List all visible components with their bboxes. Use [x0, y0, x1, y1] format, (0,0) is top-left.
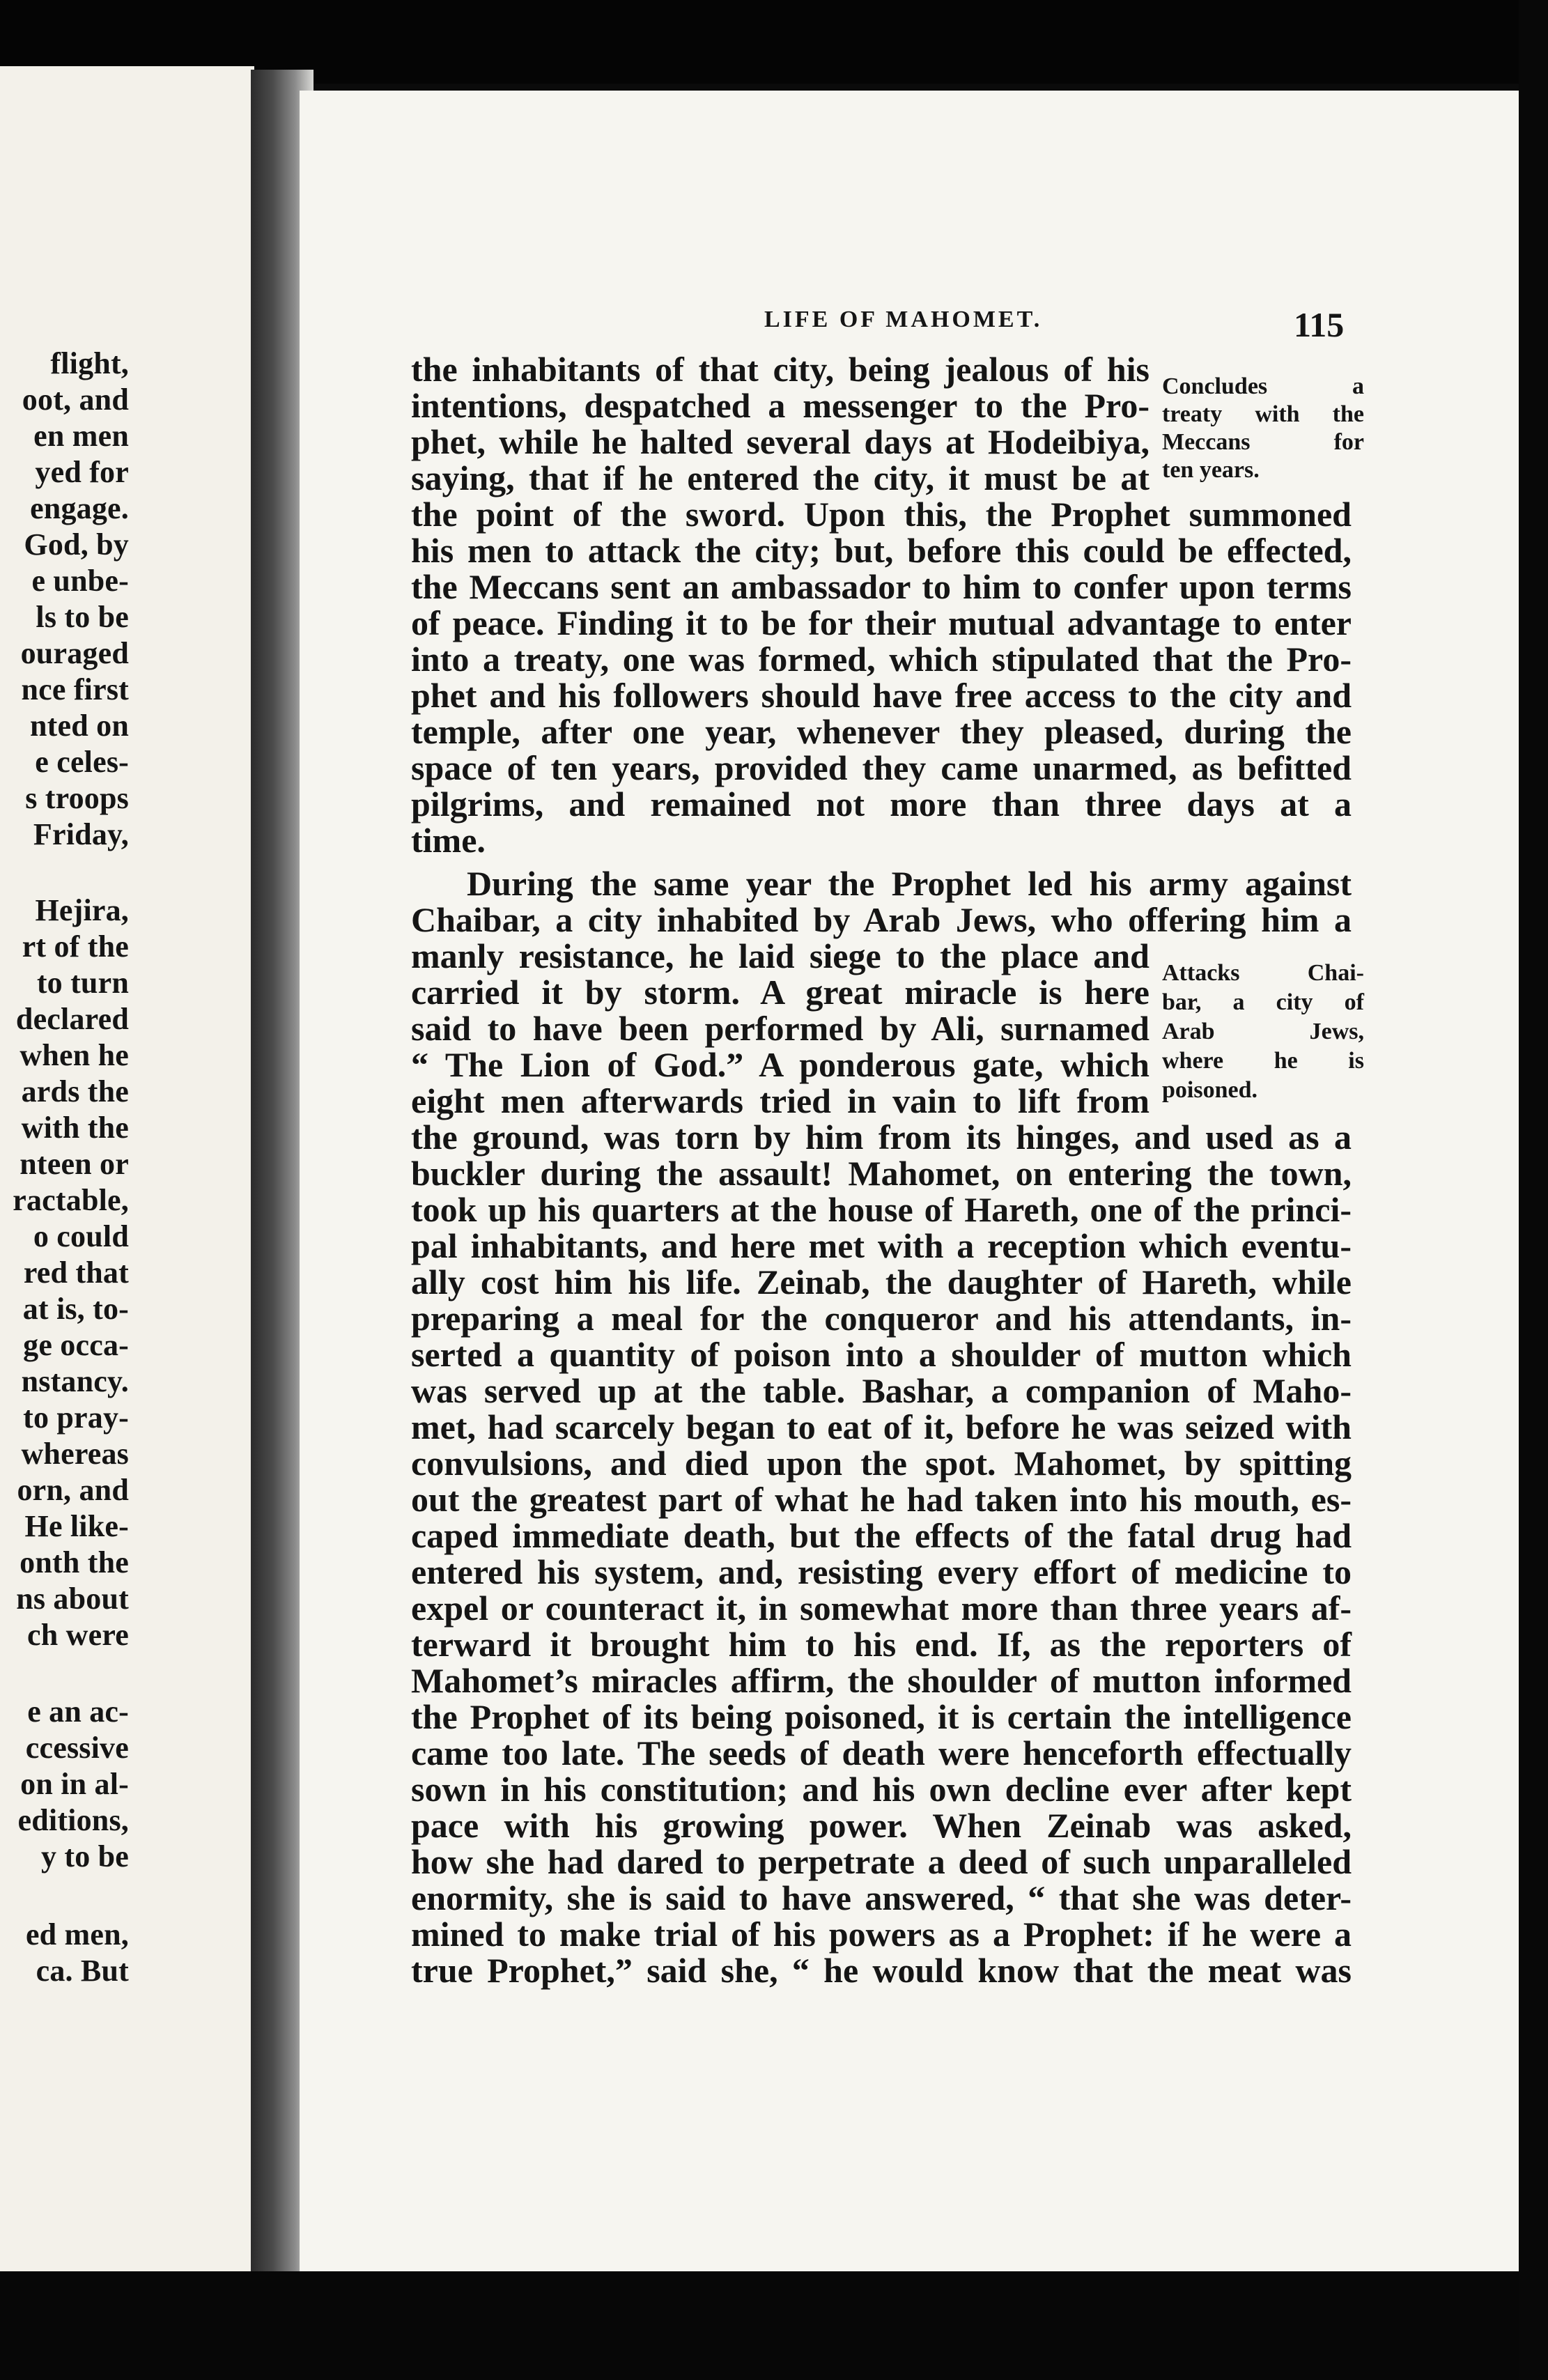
text-line: Chaibar, a city inhabited by Arab Jews, who offering him a: [411, 900, 1352, 939]
text-line: into a treaty, one was formed, which stipulated that the Pro-: [411, 640, 1352, 679]
scan-border-right: [1519, 0, 1548, 2380]
left-page-fragment: ls to be: [36, 600, 129, 634]
margin-note-line: poisoned.: [1162, 1077, 1257, 1103]
text-line: ally cost him his life. Zeinab, the daughter of Hareth, while: [411, 1262, 1352, 1301]
left-page-fragment: God, by: [24, 527, 129, 562]
left-page-fragment: nstancy.: [21, 1364, 129, 1398]
left-page-fragment: s troops: [25, 781, 129, 815]
left-page-fragment: at is, to-: [22, 1292, 129, 1326]
text-line: true Prophet,” said she, “ he would know that the meat was: [411, 1951, 1352, 1990]
margin-note-line: Attacks Chai-: [1162, 960, 1364, 986]
left-page-fragment: ca. But: [36, 1954, 129, 1988]
left-page-fragment: e celes-: [35, 745, 129, 779]
text-line: expel or counteract it, in somewhat more than three years af-: [411, 1589, 1352, 1628]
text-line: eight men afterwards tried in vain to lift from: [411, 1081, 1150, 1120]
left-page-fragment: ccessive: [25, 1731, 129, 1765]
text-line: met, had scarcely began to eat of it, before he was seized with: [411, 1407, 1352, 1446]
left-page-fragment: with the: [21, 1111, 129, 1145]
text-line: phet and his followers should have free access to the city and: [411, 676, 1352, 715]
margin-note-line: Concludes a: [1162, 373, 1364, 399]
text-line: phet, while he halted several days at Hodeibiya,: [411, 422, 1150, 461]
left-page-fragment: engage.: [30, 491, 129, 525]
text-line: saying, that if he entered the city, it must be at: [411, 458, 1150, 497]
text-line: manly resistance, he laid siege to the place and: [411, 936, 1150, 975]
left-page-fragment: ns about: [16, 1582, 129, 1616]
text-line: was served up at the table. Bashar, a companion of Maho-: [411, 1371, 1352, 1410]
left-page-fragment: rt of the: [22, 929, 129, 964]
text-line: carried it by storm. A great miracle is here: [411, 973, 1150, 1012]
left-page-fragment: nce first: [21, 672, 129, 706]
text-line: enormity, she is said to have answered, “ that she was deter-: [411, 1878, 1352, 1917]
left-page-fragment: onth the: [20, 1545, 129, 1579]
text-line: Mahomet’s miracles affirm, the shoulder of mutton informed: [411, 1661, 1352, 1700]
left-page-fragment: He like-: [24, 1509, 129, 1543]
page-number: 115: [1294, 305, 1345, 344]
text-line: his men to attack the city; but, before this could be effected,: [411, 531, 1352, 570]
margin-note-line: where he is: [1162, 1048, 1364, 1074]
left-page-fragment: to pray-: [23, 1400, 129, 1435]
text-line: convulsions, and died upon the spot. Mahomet, by spitting: [411, 1444, 1352, 1483]
left-page-fragment: Friday,: [33, 817, 129, 851]
left-page-fragment: orn, and: [17, 1473, 129, 1507]
margin-note-line: treaty with the: [1162, 401, 1364, 427]
text-line: the point of the sword. Upon this, the Prophet summoned: [411, 495, 1352, 534]
left-page-fragment: declared: [15, 1002, 129, 1036]
text-line: of peace. Finding it to be for their mutual advantage to enter: [411, 603, 1352, 642]
text-line: temple, after one year, whenever they pleased, during the: [411, 712, 1352, 751]
text-line: came too late. The seeds of death were henceforth effectually: [411, 1733, 1352, 1772]
left-page-fragment: en men: [33, 419, 129, 453]
left-page-fragment: nted on: [30, 709, 129, 743]
running-head: LIFE OF MAHOMET.: [764, 307, 1043, 332]
text-line: pilgrims, and remained not more than three days at a: [411, 785, 1352, 824]
left-page-fragment: o could: [33, 1219, 129, 1253]
text-line: serted a quantity of poison into a shoulder of mutton which: [411, 1335, 1352, 1374]
text-line: out the greatest part of what he had taken into his mouth, es-: [411, 1480, 1352, 1519]
text-line: caped immediate death, but the effects of the fatal drug had: [411, 1516, 1352, 1555]
text-line: how she had dared to perpetrate a deed of such unparalleled: [411, 1842, 1352, 1881]
text-line: intentions, despatched a messenger to the Pro-: [411, 386, 1150, 425]
left-page-fragment: y to be: [40, 1839, 129, 1873]
left-page-fragment: ge occa-: [23, 1328, 129, 1362]
text-line: said to have been performed by Ali, surnamed: [411, 1009, 1150, 1048]
text-line: mined to make trial of his powers as a Prophet: if he were a: [411, 1915, 1352, 1954]
text-line: space of ten years, provided they came unarmed, as befitted: [411, 748, 1352, 787]
text-line: pal inhabitants, and here met with a reception which eventu-: [411, 1226, 1352, 1265]
scan-border-bottom: [0, 2271, 1548, 2380]
text-line: sown in his constitution; and his own decline ever after kept: [411, 1770, 1352, 1809]
left-page-fragment: editions,: [17, 1803, 129, 1837]
left-page-fragment: oot, and: [22, 382, 129, 417]
left-page-fragment: ch were: [27, 1618, 129, 1652]
left-page-fragment: ed men,: [25, 1917, 129, 1952]
text-line: time.: [411, 821, 486, 860]
margin-note-line: Meccans for: [1162, 429, 1364, 455]
facing-page-left: [0, 66, 254, 2278]
margin-note-line: ten years.: [1162, 457, 1260, 483]
text-line: preparing a meal for the conqueror and his attendants, in-: [411, 1299, 1352, 1338]
text-line: the Prophet of its being poisoned, it is certain the intelligence: [411, 1697, 1352, 1736]
text-line: During the same year the Prophet led his army against: [467, 864, 1352, 903]
text-line: buckler during the assault! Mahomet, on entering the town,: [411, 1154, 1352, 1193]
margin-note-line: Arab Jews,: [1162, 1019, 1364, 1044]
left-page-fragment: flight,: [50, 346, 129, 380]
left-page-fragment: Hejira,: [35, 893, 129, 927]
left-page-fragment: yed for: [35, 455, 129, 489]
left-page-fragment: ouraged: [20, 636, 129, 670]
text-line: took up his quarters at the house of Hareth, one of the princi-: [411, 1190, 1352, 1229]
left-page-fragment: red that: [23, 1255, 129, 1290]
text-line: the inhabitants of that city, being jealous of his: [411, 350, 1150, 389]
text-line: terward it brought him to his end. If, as the reporters of: [411, 1625, 1352, 1664]
left-page-fragment: e an ac-: [27, 1694, 129, 1729]
left-page-fragment: whereas: [21, 1437, 129, 1471]
left-page-fragment: ards the: [21, 1074, 129, 1108]
left-page-fragment: to turn: [36, 966, 129, 1000]
text-line: “ The Lion of God.” A ponderous gate, which: [411, 1045, 1150, 1084]
left-page-fragment: on in al-: [20, 1767, 129, 1801]
text-line: the Meccans sent an ambassador to him to confer upon terms: [411, 567, 1352, 606]
text-line: pace with his growing power. When Zeinab was asked,: [411, 1806, 1352, 1845]
text-line: entered his system, and, resisting every effort of medicine to: [411, 1552, 1352, 1591]
left-page-fragment: e unbe-: [31, 564, 129, 598]
text-line: the ground, was torn by him from its hinges, and used as a: [411, 1118, 1352, 1157]
left-page-fragment: ractable,: [13, 1183, 129, 1217]
left-page-fragment: nteen or: [20, 1147, 129, 1181]
left-page-fragment: when he: [20, 1038, 129, 1072]
margin-note-line: bar, a city of: [1162, 989, 1364, 1015]
